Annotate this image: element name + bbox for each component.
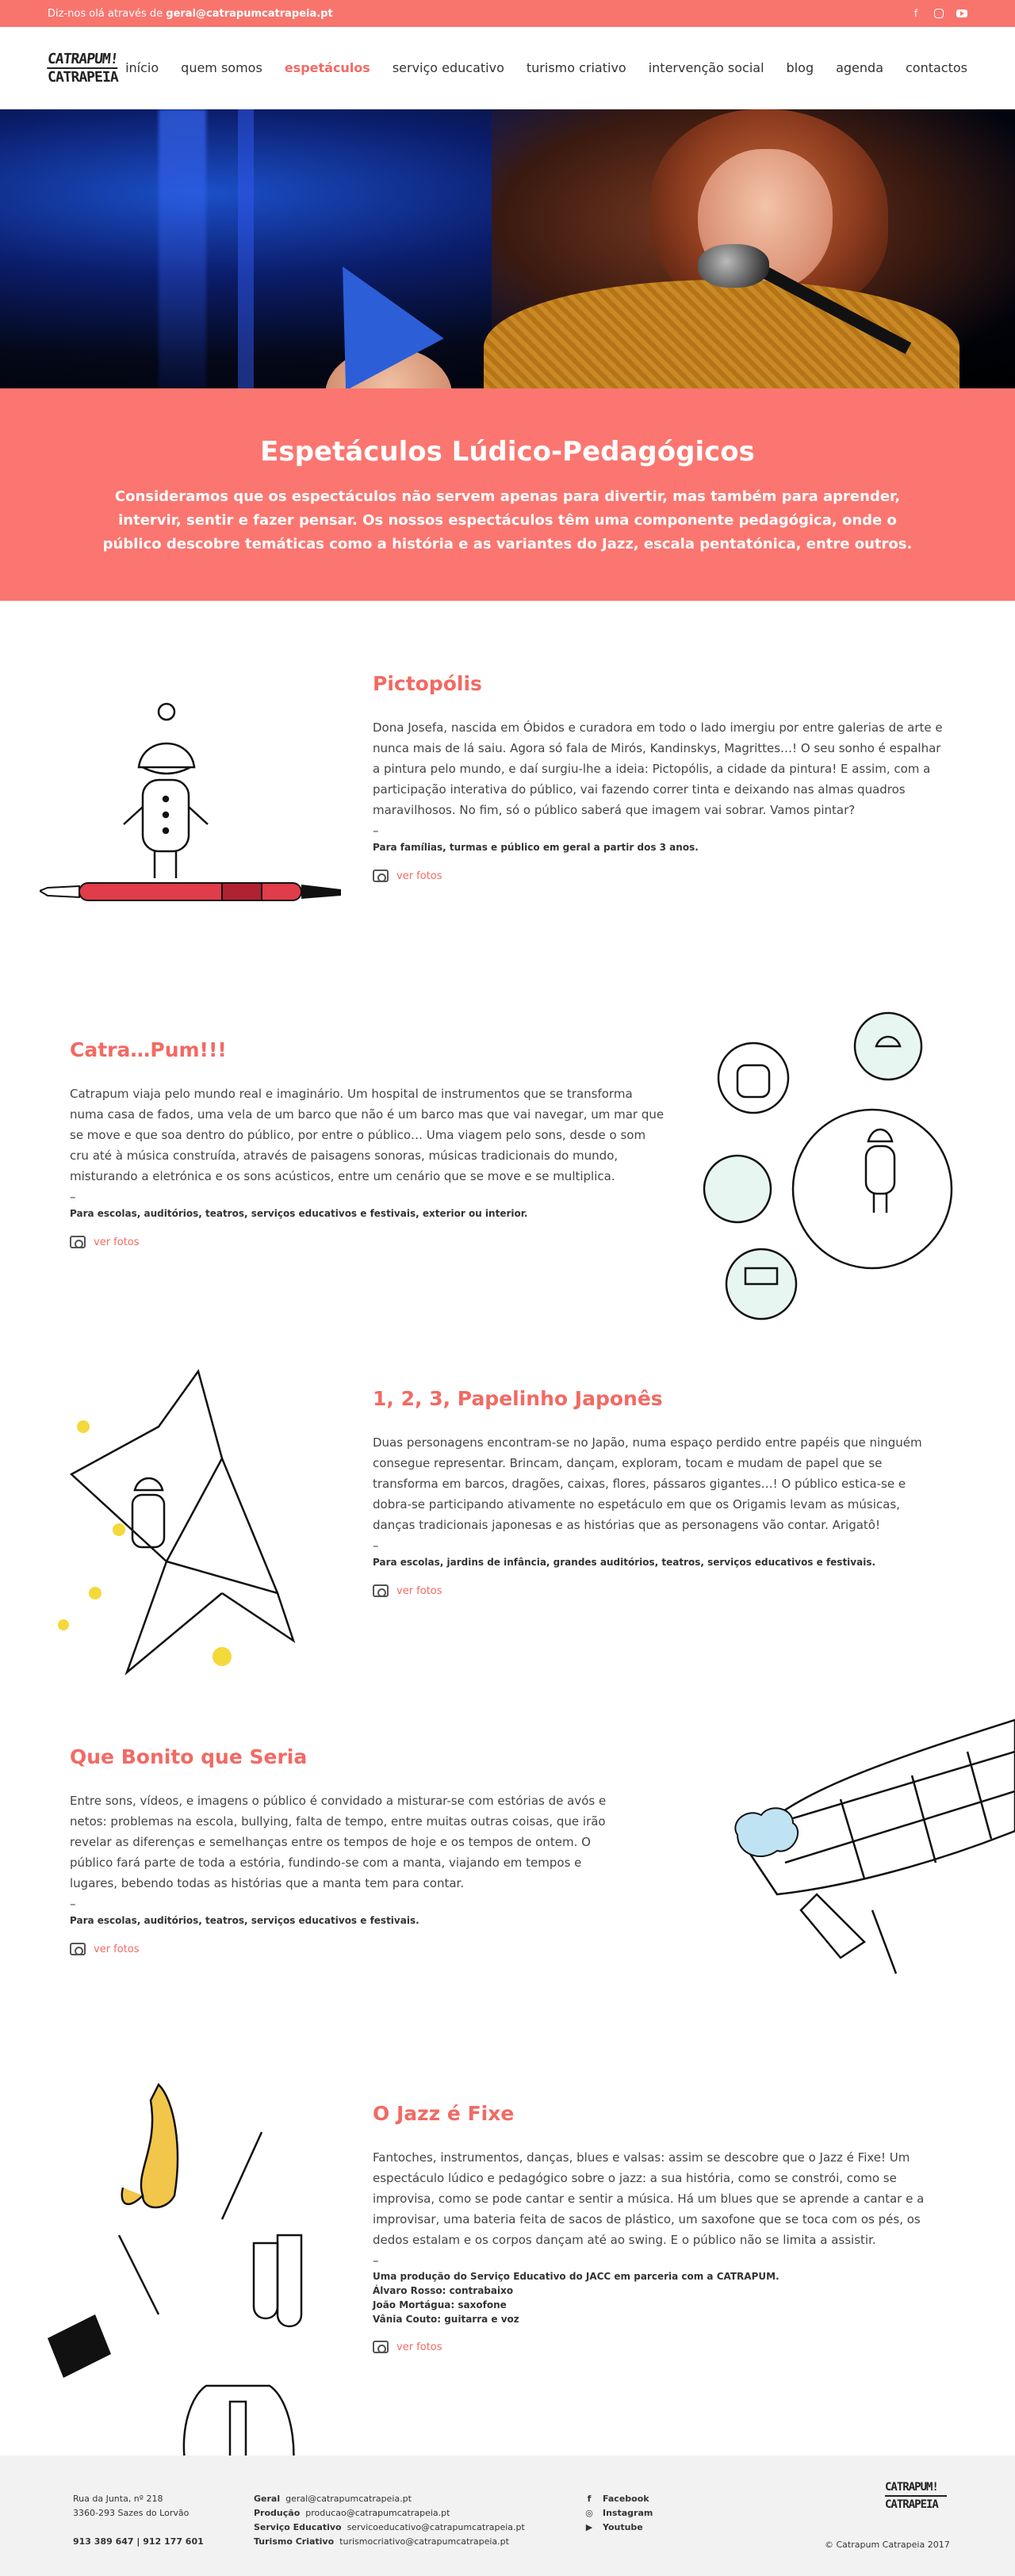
show-title[interactable]: O Jazz é Fixe [373,2102,515,2125]
show-pictopolis [0,672,1015,999]
top-bar [0,0,1015,27]
address-line: Rua da Junta, nº 218 [73,2494,163,2504]
show-credits [373,2269,944,2326]
papelinho-text [373,1387,944,1597]
address-line: 3360-293 Sazes do Lorvão [73,2508,190,2518]
nav-blog[interactable]: blog [786,60,814,75]
ver-fotos-label: ver fotos [94,1236,140,1248]
show-audience: Para escolas, jardins de infância, grandes auditórios, teatros, serviços educativos e festivais. [373,1557,876,1568]
show-title[interactable]: Pictopólis [373,672,482,695]
social-label: Instagram [603,2508,653,2518]
instagram-icon: ◎ [585,2508,593,2518]
separator: – [70,1190,76,1204]
site-footer [0,2456,1015,2576]
contact-label: Produção [254,2508,301,2518]
logo-line-2: CATRAPEIA [885,2495,947,2513]
logo-line-1: CATRAPUM! [885,2481,938,2494]
facebook-icon: f [587,2494,592,2504]
separator: – [70,1897,76,1911]
separator: – [373,1538,379,1553]
facebook-icon[interactable]: f [914,8,918,19]
camera-icon [373,869,389,882]
footer-social [584,2492,653,2535]
contact-label: Geral [254,2494,281,2504]
stage-light [238,109,254,388]
nav-quem-somos[interactable]: quem somos [181,60,262,75]
footer-youtube-link[interactable] [584,2521,653,2535]
main-nav [125,60,967,75]
origami-illustration [40,1355,325,1680]
page-title: Espetáculos Lúdico-Pedagógicos [260,436,755,468]
show-papelinho [0,1347,1015,1704]
show-title[interactable]: 1, 2, 3, Papelinho Japonês [373,1387,663,1410]
contact-email[interactable]: geral@catrapumcatrapeia.pt [285,2494,412,2504]
show-description: Entre sons, vídeos, e imagens o público é convidado a misturar-se com estórias de avós e netos: problemas na escola, bullying, falta de tempo, entre muitas outras coisas, que irão revelar as diferenças e semelhanças entre os tempos de hoje e os tempos de ontem. O público fará parte de toda a estória, fundindo-se com a manta, viajando em tempos e lugares, bebendo todas as histórias que a manta tem para contar. [70,1794,607,1890]
top-email-link[interactable]: geral@catrapumcatrapeia.pt [166,7,333,20]
footer-contacts [254,2492,525,2549]
logo-line-1: CATRAPUM! [46,50,119,67]
show-description: Duas personagens encontram-se no Japão, numa espaço perdido entre papéis que ninguém consegue representar. Brincam, dançam, exploram, tocam e mudam de papel que se transforma em barcos, dragões, caixas, flores, pássaros gigantes…! O público estica-se e dobra-se participando ativamente no espetáculo em que os Origamis levam as músicas, danças tradicionais japonesas e as histórias que as personagens vão contar. Arigatô! [373,1435,922,1532]
nav-turismo-criativo[interactable]: turismo criativo [526,60,626,75]
youtube-icon[interactable] [956,10,967,17]
credit-line: Vânia Couto: guitarra e voz [373,2314,519,2325]
footer-address [73,2492,204,2549]
ver-fotos-link[interactable] [70,1236,665,1248]
pictopolis-illustration [40,688,357,973]
camera-icon [373,1584,389,1597]
ver-fotos-link[interactable] [373,2341,944,2353]
separator: – [373,824,379,838]
footer-logo[interactable] [885,2479,947,2519]
ver-fotos-link[interactable] [373,869,952,882]
contact-email[interactable]: servicoeducativo@catrapumcatrapeia.pt [347,2522,525,2532]
show-title[interactable]: Que Bonito que Seria [70,1745,308,1768]
microphone [698,244,769,288]
top-contact [48,8,333,20]
nav-intervencao-social[interactable]: intervenção social [648,60,764,75]
show-title[interactable]: Catra…Pum!!! [70,1038,227,1061]
contact-label: Serviço Educativo [254,2522,342,2532]
show-audience: Para famílias, turmas e público em geral a partir dos 3 anos. [373,842,699,853]
site-header [0,27,1015,109]
intro-text: Consideramos que os espectáculos não servem apenas para divertir, mas também para aprender, intervir, sentir e fazer pensar. Os nossos espectáculos têm uma componente pedagógica, onde o público descobre temáticas como a história e as variantes do Jazz, escala pentatónica, entre outros. [102,488,913,552]
ver-fotos-label: ver fotos [396,2341,442,2353]
stage-light [159,109,206,388]
ver-fotos-label: ver fotos [396,869,442,882]
ver-fotos-label: ver fotos [396,1584,442,1597]
contact-row [254,2492,525,2506]
contact-email[interactable]: producao@catrapumcatrapeia.pt [305,2508,450,2518]
top-contact-prefix: Diz-nos olá através de [48,7,167,20]
blanket-illustration [730,1704,1015,1989]
show-audience: Para escolas, auditórios, teatros, serviços educativos e festivais, exterior ou interior. [70,1208,528,1219]
intro-band [0,388,1015,601]
catrapum-illustration [698,999,983,1332]
footer-facebook-link[interactable] [584,2492,653,2506]
credit-line: Uma produção do Serviço Educativo do JACC em parceria com a CATRAPUM. [373,2271,779,2282]
site-logo[interactable] [48,42,121,94]
contact-row [254,2535,525,2549]
hero-image [0,109,1015,388]
show-description: Catrapum viaja pelo mundo real e imaginário. Um hospital de instrumentos que se transforma numa casa de fados, uma vela de um barco que não é um barco mas que vai navegar, um mar que se move e que soa dentro do público, por entre o público… Uma viagem pelo sons, desde o som cru até à música construída, através de paisagens sonoras, músicas tradicionais do mundo, misturando a eletrónica e os sons acústicos, entre um cenário que se move e se multiplica. [70,1087,665,1183]
footer-instagram-link[interactable] [584,2506,653,2521]
contact-label: Turismo Criativo [254,2536,335,2547]
jazz-text [373,2102,944,2353]
que-bonito-text [70,1745,625,1955]
nav-inicio[interactable]: início [125,60,159,75]
camera-icon [70,1236,86,1248]
nav-espetaculos[interactable]: espetáculos [284,60,370,75]
show-que-bonito [0,1704,1015,2053]
show-description: Dona Josefa, nascida em Óbidos e curadora em todo o lado imergiu por entre galerias de arte e nunca mais de lá saiu. Agora só fala de Mirós, Kandinskys, Magrittes…! O seu sonho é espalhar a pintura pelo mundo, e daí surgiu-lhe a ideia: Pictopólis, a cidade da pintura! E assim, com a participação interativa do público, vai fazendo correr tinta e deixando nas almas quadros maravilhosos. No fim, só o público saberá que imagem vai sobrar. Vamos pintar? [373,720,943,817]
show-catrapum [0,999,1015,1347]
contact-row [254,2521,525,2535]
separator: – [373,2253,379,2268]
ver-fotos-link[interactable] [373,1584,944,1597]
nav-servico-educativo[interactable]: serviço educativo [392,60,504,75]
catrapum-text [70,1038,665,1248]
social-label: Youtube [603,2522,643,2532]
nav-agenda[interactable]: agenda [836,60,883,75]
copyright: © Catrapum Catrapeia 2017 [825,2540,950,2550]
credit-line: João Mortágua: saxofone [373,2299,507,2310]
footer-phones[interactable]: 913 389 647 | 912 177 601 [73,2536,204,2547]
camera-icon [373,2341,389,2353]
ver-fotos-label: ver fotos [94,1943,140,1955]
contact-email[interactable]: turismocriativo@catrapumcatrapeia.pt [339,2536,509,2547]
instagram-icon[interactable] [934,9,944,18]
social-label: Facebook [603,2494,649,2504]
logo-line-2: CATRAPEIA [47,68,119,86]
camera-icon [70,1943,86,1955]
show-description: Fantoches, instrumentos, danças, blues e valsas: assim se descobre que o Jazz é Fixe! Um espectáculo lúdico e pedagógico sobre o jazz: a sua história, como se constrói, como se improvisa, como se pode cantar e sentir a música. Há um blues que se aprende a cantar e a improvisar, uma bateria feita de sacos de plástico, um saxofone que se toca com os pés, os dedos estalam e os corpos dançam até ao swing. E o público não se limita a assistir. [373,2150,925,2247]
show-audience: Para escolas, auditórios, teatros, serviços educativos e festivais. [70,1915,419,1926]
pictopolis-text [373,672,952,882]
nav-contactos[interactable]: contactos [906,60,967,75]
ver-fotos-link[interactable] [70,1943,625,1955]
youtube-icon: ▶ [585,2522,593,2532]
contact-row [254,2506,525,2521]
top-social [910,8,967,19]
credit-line: Álvaro Rosso: contrabaixo [373,2285,514,2296]
